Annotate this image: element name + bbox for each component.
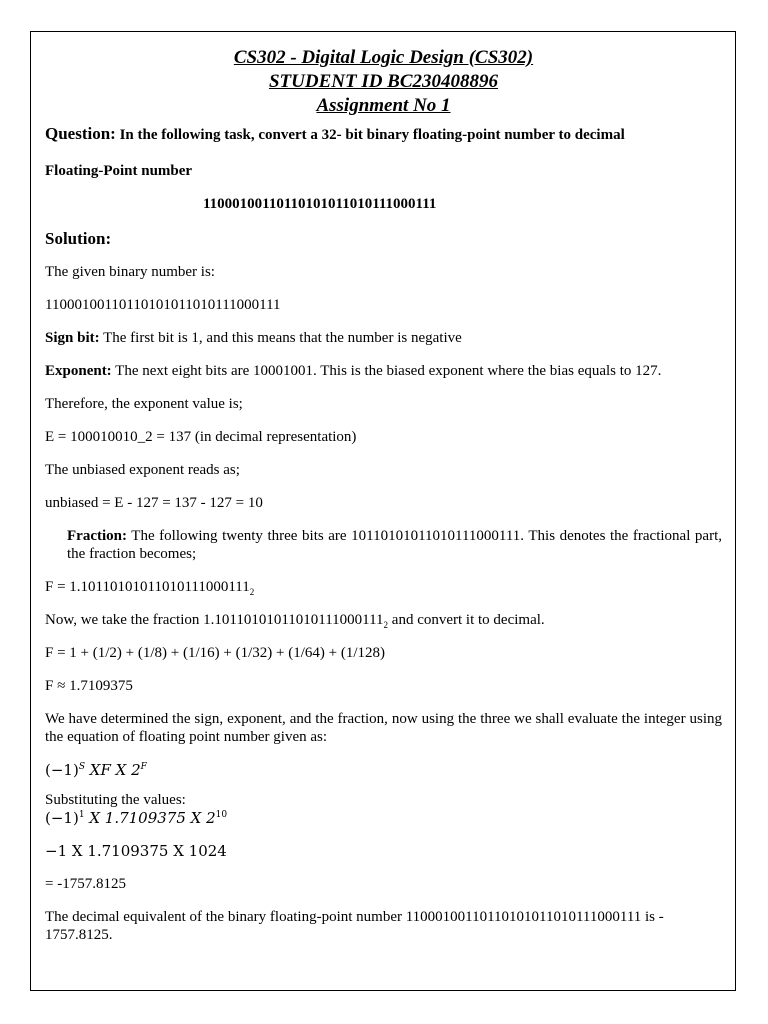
sign-bit-paragraph (45, 329, 722, 347)
formula-sup-s: S (78, 762, 85, 772)
determined-paragraph: We have determined the sign, exponent, and the fraction, now using the three we shall evaluate the integer using the equation of floating point number given as: (45, 711, 722, 745)
fraction-equation-main: F = 1.10110101011010111000111 (45, 579, 250, 595)
sub-formula-sup-one: 1 (78, 810, 85, 820)
formula-base: (−1) (45, 761, 79, 779)
fraction-label: Fraction: (67, 528, 127, 544)
sign-bit-label: Sign bit: (45, 330, 100, 346)
convert-text-a: Now, we take the fraction 1.10110101011010111000111 (45, 612, 384, 628)
result-equation: = -1757.8125 (45, 876, 126, 892)
fraction-paragraph (67, 527, 722, 563)
substituted-formula (45, 809, 722, 827)
convert-text-b: and convert it to decimal. (388, 612, 545, 628)
exponent-equation: E = 100010010_2 = 137 (in decimal representation) (45, 429, 357, 445)
general-formula (45, 761, 722, 779)
title-assignment: Assignment No 1 (316, 95, 451, 116)
fraction-equation (45, 578, 722, 596)
unbiased-equation: unbiased = E - 127 = 137 - 127 = 10 (45, 495, 263, 511)
conclusion-paragraph: The decimal equivalent of the binary floating-point number 11000100110110101011010111000111 is - 1757.8125. (45, 909, 664, 943)
title-student-id: STUDENT ID BC230408896 (268, 71, 499, 92)
exponent-value-intro: Therefore, the exponent value is; (45, 396, 243, 412)
title-course: CS302 - Digital Logic Design (CS302) (233, 47, 534, 68)
given-value: 11000100110110101011010111000111 (45, 297, 281, 313)
sub-formula-sup-ten: 10 (215, 810, 228, 820)
solution-heading: Solution: (45, 229, 112, 248)
sum-equation: F = 1 + (1/2) + (1/8) + (1/16) + (1/32) + (1/64) + (1/128) (45, 645, 386, 661)
floating-point-label: Floating-Point number (45, 163, 193, 179)
sign-bit-text: The first bit is 1, and this means that the number is negative (99, 330, 462, 346)
negative-equation: −1 X 1.7109375 X 1024 (45, 842, 227, 860)
convert-paragraph (45, 611, 722, 629)
convert-subscript: 2 (383, 620, 389, 630)
document-content (45, 46, 722, 944)
formula-mid: XF X 2 (85, 761, 141, 779)
sub-formula-base: (−1) (45, 809, 79, 827)
substituting-label: Substituting the values: (45, 792, 186, 808)
question (45, 124, 722, 145)
question-text: In the following task, convert a 32- bit binary floating-point number to decimal (119, 127, 625, 143)
exponent-paragraph (45, 362, 722, 380)
formula-sup-f: F (140, 762, 147, 772)
exponent-text: The next eight bits are 10001001. This is the biased exponent where the bias equals to 127. (111, 363, 662, 379)
sub-formula-mid: X 1.7109375 X 2 (84, 809, 216, 827)
fraction-equation-subscript: 2 (249, 587, 255, 597)
question-label: Question: (45, 124, 116, 143)
given-intro: The given binary number is: (45, 264, 215, 280)
approx-equation: F ≈ 1.7109375 (45, 678, 133, 694)
floating-point-value: 11000100110110101011010111000111 (203, 196, 437, 212)
exponent-label: Exponent: (45, 363, 112, 379)
unbiased-intro: The unbiased exponent reads as; (45, 462, 240, 478)
fraction-text: The following twenty three bits are 10110101011010111000111. This denotes the fractional part, the fraction becomes; (67, 528, 722, 562)
